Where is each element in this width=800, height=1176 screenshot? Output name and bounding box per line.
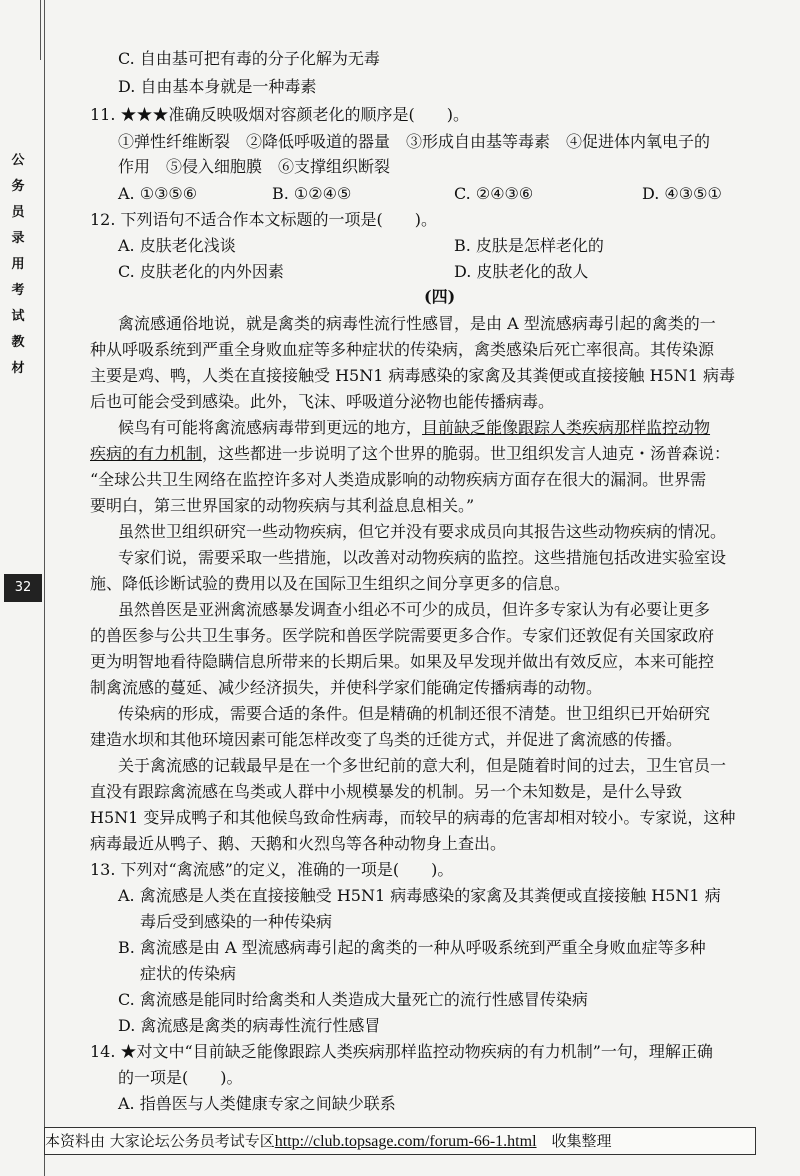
passage-text: ，这些都进一步说明了这个世界的脆弱。世卫组织发言人迪克・汤普森说： xyxy=(202,444,731,463)
q14-stem: 14. ★对文中“目前缺乏能像跟踪人类疾病那样监控动物疾病的有力机制”一句，理解正确 xyxy=(90,1042,713,1061)
source-footer xyxy=(44,1127,756,1155)
passage-line: 病毒最近从鸭子、鹅、天鹅和火烈鸟等各种动物身上查出。 xyxy=(90,834,507,853)
passage-line: 直没有跟踪禽流感在鸟类或人群中小规模暴发的机制。另一个未知数是，是什么导致 xyxy=(90,782,683,801)
passage-line: 要明白，第三世界国家的动物疾病与其利益息息相关。” xyxy=(90,496,475,515)
q11-option-d: D. ④③⑤① xyxy=(642,184,722,203)
margin-rule xyxy=(44,0,45,1176)
side-label-char: 务 xyxy=(11,179,25,194)
footer-prefix: 本资料由 大家论坛公务员考试专区 xyxy=(45,1132,275,1150)
passage-line: 后也可能会受到感染。此外，飞沫、呼吸道分泌物也能传播病毒。 xyxy=(90,392,555,411)
q11-option-a: A. ①③⑤⑥ xyxy=(118,184,198,203)
passage-line: 制禽流感的蔓延、减少经济损失，并使科学家们能确定传播病毒的动物。 xyxy=(90,678,603,697)
q14-stem-cont: 的一项是( )。 xyxy=(118,1068,243,1087)
side-label-char: 教 xyxy=(11,335,25,350)
passage-line: 传染病的形成，需要合适的条件。但是精确的机制还很不清楚。世卫组织已开始研究 xyxy=(118,704,711,723)
q13-option-b-cont: 症状的传染病 xyxy=(140,964,237,983)
passage-line: 禽流感通俗地说，就是禽类的病毒性流行性感冒，是由 A 型流感病毒引起的禽类的一 xyxy=(118,314,716,333)
q13-option-a: A. 禽流感是人类在直接接触受 H5N1 病毒感染的家禽及其粪便或直接接触 H5N1 病 xyxy=(118,886,721,905)
side-label-char: 员 xyxy=(11,205,25,220)
passage-line: 关于禽流感的记载最早是在一个多世纪前的意大利，但是随着时间的过去，卫生官员一 xyxy=(118,756,727,775)
footer-link[interactable]: http://club.topsage.com/forum-66-1.html xyxy=(274,1133,537,1150)
passage-line: “全球公共卫生网络在监控许多对人类造成影响的动物疾病方面存在很大的漏洞。世界需 xyxy=(90,470,707,489)
passage-line: 施、降低诊断试验的费用以及在国际卫生组织之间分享更多的信息。 xyxy=(90,574,571,593)
q12-option-b: B. 皮肤是怎样老化的 xyxy=(454,236,604,255)
q13-option-c: C. 禽流感是能同时给禽类和人类造成大量死亡的流行性感冒传染病 xyxy=(118,990,588,1009)
section-heading: (四) xyxy=(424,287,456,306)
q12-option-c: C. 皮肤老化的内外因素 xyxy=(118,262,284,281)
passage-line: 专家们说，需要采取一些措施，以改善对动物疾病的监控。这些措施包括改进实验室设 xyxy=(118,548,727,567)
passage-line: 虽然兽医是亚洲禽流感暴发调查小组必不可少的成员，但许多专家认为有必要让更多 xyxy=(118,600,711,619)
q10-option-c: C. 自由基可把有毒的分子化解为无毒 xyxy=(118,49,380,68)
q13-option-a-cont: 毒后受到感染的一种传染病 xyxy=(140,912,333,931)
passage-line: 建造水坝和其他环境因素可能怎样改变了鸟类的迁徙方式，并促进了禽流感的传播。 xyxy=(90,730,683,749)
q10-option-d: D. 自由基本身就是一种毒素 xyxy=(118,77,317,96)
side-label-char: 试 xyxy=(11,309,25,324)
passage-line xyxy=(118,417,710,439)
q12-stem: 12. 下列语句不适合作本文标题的一项是( )。 xyxy=(90,210,438,229)
side-label-char: 用 xyxy=(11,257,25,272)
side-label xyxy=(8,148,28,382)
margin-rule-top xyxy=(40,0,41,60)
passage-text: 候鸟有可能将禽流感病毒带到更远的地方， xyxy=(118,418,423,437)
q14-option-a: A. 指兽医与人类健康专家之间缺少联系 xyxy=(118,1094,396,1113)
q12-option-a: A. 皮肤老化浅谈 xyxy=(118,236,236,255)
side-label-char: 材 xyxy=(11,361,25,376)
underlined-phrase: 疾病的有力机制 xyxy=(90,444,203,463)
passage-line: 更为明智地看待隐瞒信息所带来的长期后果。如果及早发现并做出有效反应，本来可能控 xyxy=(90,652,715,671)
q12-option-d: D. 皮肤老化的敌人 xyxy=(454,262,589,281)
passage-line xyxy=(90,443,730,465)
q11-option-c: C. ②④③⑥ xyxy=(454,184,534,203)
q11-items-line1: ①弹性纤维断裂 ②降低呼吸道的器量 ③形成自由基等毒素 ④促进体内氧电子的 xyxy=(118,132,711,151)
side-label-char: 考 xyxy=(11,283,25,298)
q11-items-line2: 作用 ⑤侵入细胞膜 ⑥支撑组织断裂 xyxy=(118,157,391,176)
passage-line: 的兽医参与公共卫生事务。医学院和兽医学院需要更多合作。专家们还敦促有关国家政府 xyxy=(90,626,715,645)
footer-suffix: 收集整理 xyxy=(536,1132,612,1150)
q13-stem: 13. 下列对“禽流感”的定义，准确的一项是( )。 xyxy=(90,860,454,879)
page-number: 32 xyxy=(4,574,42,602)
passage-line: H5N1 变异成鸭子和其他候鸟致命性病毒，而较早的病毒的危害却相对较小。专家说，这种 xyxy=(90,808,736,827)
q11-stem: 11. ★★★准确反映吸烟对容颜老化的顺序是( )。 xyxy=(90,105,470,124)
q11-option-b: B. ①②④⑤ xyxy=(272,184,352,203)
underlined-phrase: 目前缺乏能像跟踪人类疾病那样监控动物 xyxy=(422,418,711,437)
q13-option-d: D. 禽流感是禽类的病毒性流行性感冒 xyxy=(118,1016,381,1035)
side-label-char: 录 xyxy=(11,231,25,246)
side-label-char: 公 xyxy=(11,153,25,168)
passage-line: 主要是鸡、鸭，人类在直接接触受 H5N1 病毒感染的家禽及其粪便或直接接触 H5N1 病毒 xyxy=(90,366,735,385)
passage-line: 虽然世卫组织研究一些动物疾病，但它并没有要求成员向其报告这些动物疾病的情况。 xyxy=(118,522,727,541)
q13-option-b: B. 禽流感是由 A 型流感病毒引起的禽类的一种从呼吸系统到严重全身败血症等多种 xyxy=(118,938,706,957)
passage-line: 种从呼吸系统到严重全身败血症等多种症状的传染病，禽类感染后死亡率很高。其传染源 xyxy=(90,340,715,359)
